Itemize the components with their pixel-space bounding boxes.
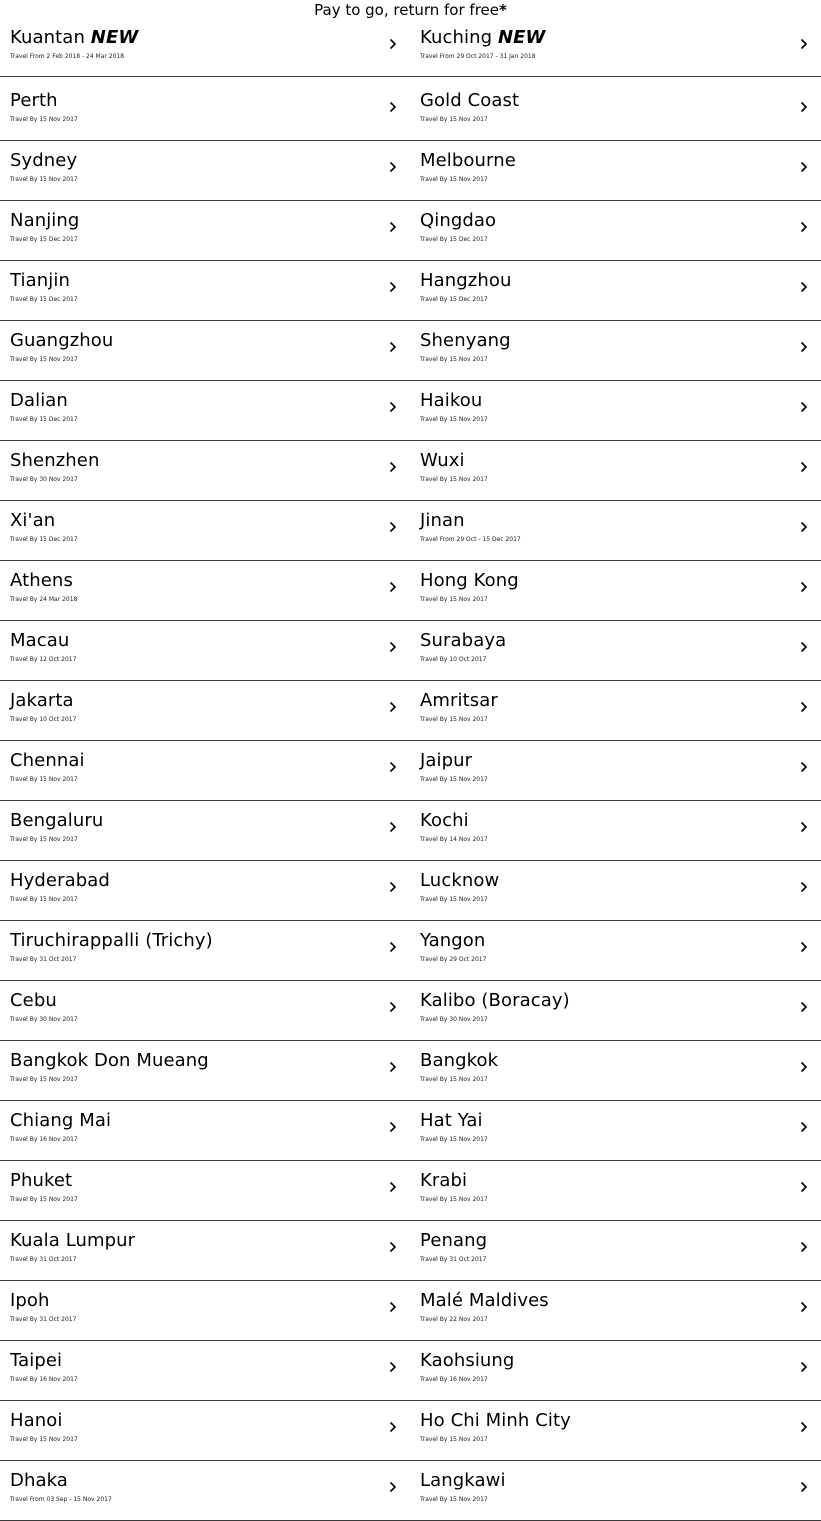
chevron-right-icon[interactable] (800, 461, 808, 473)
chevron-right-icon[interactable] (800, 1481, 808, 1493)
destination-item[interactable] (0, 741, 410, 801)
city-name: Hat Yai (420, 1110, 483, 1131)
destination-city (420, 450, 465, 472)
city-name: Dalian (10, 390, 68, 411)
promo-title: Pay to go, return for free (314, 1, 499, 19)
city-name: Macau (10, 630, 70, 651)
destination-item[interactable] (0, 201, 410, 261)
destination-item[interactable] (410, 201, 821, 261)
destination-item[interactable] (410, 561, 821, 621)
travel-period: Travel By 30 Nov 2017 (10, 476, 78, 483)
travel-period: Travel By 10 Oct 2017 (420, 656, 487, 663)
city-name: Jaipur (420, 750, 473, 771)
destination-city (420, 930, 485, 952)
travel-period: Travel By 15 Nov 2017 (420, 116, 488, 123)
destination-city (10, 810, 103, 832)
destination-city (420, 1110, 483, 1132)
city-name: Hanoi (10, 1410, 63, 1431)
chevron-right-icon[interactable] (800, 701, 808, 713)
city-name: Melbourne (420, 150, 516, 171)
promo-header (0, 0, 821, 21)
travel-period: Travel By 15 Nov 2017 (420, 776, 488, 783)
travel-period: Travel From 2 Feb 2018 - 24 Mar 2018 (10, 53, 125, 60)
destination-city (10, 1350, 62, 1372)
destination-city (10, 990, 57, 1012)
city-name: Surabaya (420, 630, 507, 651)
city-name: Hangzhou (420, 270, 512, 291)
chevron-right-icon[interactable] (389, 1001, 397, 1013)
destination-item[interactable] (410, 741, 821, 801)
travel-period: Travel By 30 Nov 2017 (420, 1016, 488, 1023)
destination-city (420, 90, 519, 112)
destination-city (10, 1170, 72, 1192)
destination-city (420, 390, 482, 412)
city-name: Taipei (10, 1350, 63, 1371)
city-name: Kaohsiung (420, 1350, 515, 1371)
new-badge: NEW (497, 27, 546, 48)
destination-item[interactable] (410, 261, 821, 321)
chevron-right-icon[interactable] (800, 38, 808, 50)
destination-item[interactable] (0, 501, 410, 561)
destination-city (420, 1470, 506, 1492)
destination-city (10, 270, 70, 292)
destination-item[interactable] (410, 321, 821, 381)
travel-period: Travel By 15 Nov 2017 (420, 1196, 488, 1203)
city-name: Bangkok Don Mueang (10, 1050, 209, 1071)
destination-city (10, 1410, 63, 1432)
chevron-right-icon[interactable] (389, 461, 397, 473)
destination-city (420, 1230, 487, 1252)
destination-item[interactable] (0, 921, 410, 981)
destination-city (10, 870, 110, 892)
chevron-right-icon[interactable] (389, 1301, 397, 1313)
destination-item[interactable] (0, 1461, 410, 1521)
chevron-right-icon[interactable] (800, 641, 808, 653)
travel-period: Travel By 24 Mar 2018 (10, 596, 78, 603)
chevron-right-icon[interactable] (800, 281, 808, 293)
chevron-right-icon[interactable] (389, 581, 397, 593)
chevron-right-icon[interactable] (389, 821, 397, 833)
city-name: Langkawi (420, 1470, 506, 1491)
destination-city (420, 810, 469, 832)
travel-period: Travel By 15 Nov 2017 (10, 1076, 78, 1083)
destination-city (420, 27, 546, 49)
travel-period: Travel By 15 Nov 2017 (420, 356, 488, 363)
chevron-right-icon[interactable] (800, 161, 808, 173)
destination-item[interactable] (410, 21, 821, 77)
travel-period: Travel By 15 Dec 2017 (10, 236, 78, 243)
city-name: Penang (420, 1230, 488, 1251)
travel-period: Travel By 15 Nov 2017 (420, 596, 488, 603)
city-name: Guangzhou (10, 330, 114, 351)
chevron-right-icon[interactable] (800, 821, 808, 833)
city-name: Bangkok (420, 1050, 499, 1071)
chevron-right-icon[interactable] (389, 1481, 397, 1493)
destination-item[interactable] (0, 861, 410, 921)
city-name: Sydney (10, 150, 78, 171)
destination-city (10, 450, 99, 472)
destination-item[interactable] (410, 981, 821, 1041)
travel-period: Travel By 16 Nov 2017 (10, 1376, 78, 1383)
chevron-right-icon[interactable] (800, 341, 808, 353)
city-name: Athens (10, 570, 73, 591)
travel-period: Travel By 15 Nov 2017 (420, 896, 488, 903)
city-name: Dhaka (10, 1470, 68, 1491)
chevron-right-icon[interactable] (800, 1001, 808, 1013)
city-name: Chennai (10, 750, 85, 771)
chevron-right-icon[interactable] (389, 1181, 397, 1193)
destination-item[interactable] (0, 621, 410, 681)
chevron-right-icon[interactable] (389, 1061, 397, 1073)
destination-item[interactable] (410, 141, 821, 201)
city-name: Krabi (420, 1170, 468, 1191)
city-name: Ipoh (10, 1290, 50, 1311)
city-name: Cebu (10, 990, 57, 1011)
destination-city (10, 1470, 68, 1492)
destination-city (420, 270, 511, 292)
city-name: Yangon (420, 930, 486, 951)
travel-period: Travel By 15 Nov 2017 (10, 896, 78, 903)
destination-city (420, 1170, 467, 1192)
travel-period: Travel By 15 Dec 2017 (420, 236, 488, 243)
travel-period: Travel By 30 Nov 2017 (10, 1016, 78, 1023)
chevron-right-icon[interactable] (389, 941, 397, 953)
destination-item[interactable] (0, 141, 410, 201)
city-name: Gold Coast (420, 90, 520, 111)
chevron-right-icon[interactable] (389, 341, 397, 353)
city-name: Malé Maldives (420, 1290, 549, 1311)
destination-item[interactable] (0, 561, 410, 621)
city-name: Tianjin (10, 270, 70, 291)
destination-item[interactable] (0, 1161, 410, 1221)
city-name: Shenzhen (10, 450, 100, 471)
destination-item[interactable] (0, 1041, 410, 1101)
travel-period: Travel From 03 Sep - 15 Nov 2017 (10, 1496, 112, 1503)
destination-item[interactable] (0, 1401, 410, 1461)
travel-period: Travel From 29 Oct - 15 Dec 2017 (420, 536, 521, 543)
city-name: Kuching (420, 27, 493, 48)
chevron-right-icon[interactable] (389, 101, 397, 113)
destination-item[interactable] (0, 801, 410, 861)
destination-city (420, 870, 499, 892)
travel-period: Travel By 15 Dec 2017 (10, 536, 78, 543)
destination-item[interactable] (0, 81, 410, 141)
city-name: Jakarta (10, 690, 74, 711)
destination-city (10, 1290, 50, 1312)
city-name: Hyderabad (10, 870, 110, 891)
travel-period: Travel By 15 Nov 2017 (10, 1436, 78, 1443)
destination-city (420, 1290, 549, 1312)
city-name: Nanjing (10, 210, 80, 231)
travel-period: Travel By 15 Nov 2017 (10, 836, 78, 843)
chevron-right-icon[interactable] (800, 581, 808, 593)
destination-city (10, 1230, 135, 1252)
travel-period: Travel By 15 Nov 2017 (420, 176, 488, 183)
destination-city (10, 27, 138, 49)
city-name: Amritsar (420, 690, 498, 711)
travel-period: Travel By 15 Nov 2017 (420, 1136, 488, 1143)
destination-city (420, 330, 511, 352)
destination-city (420, 630, 506, 652)
city-name: Kuantan (10, 27, 85, 48)
city-name: Shenyang (420, 330, 511, 351)
destination-item[interactable] (410, 1161, 821, 1221)
destination-item[interactable] (0, 381, 410, 441)
chevron-right-icon[interactable] (800, 881, 808, 893)
destination-city (10, 90, 58, 112)
destination-item[interactable] (410, 441, 821, 501)
travel-period: Travel By 31 Oct 2017 (420, 1256, 487, 1263)
city-name: Lucknow (420, 870, 500, 891)
destination-item[interactable] (0, 21, 410, 77)
city-name: Perth (10, 90, 58, 111)
travel-period: Travel By 31 Oct 2017 (10, 1256, 77, 1263)
city-name: Kuala Lumpur (10, 1230, 136, 1251)
destination-item[interactable] (410, 501, 821, 561)
chevron-right-icon[interactable] (389, 701, 397, 713)
destination-city (10, 930, 213, 952)
destination-item[interactable] (0, 441, 410, 501)
destination-city (10, 690, 74, 712)
destination-city (420, 510, 465, 532)
destination-item[interactable] (410, 1341, 821, 1401)
destination-city (420, 990, 570, 1012)
destination-item[interactable] (410, 801, 821, 861)
travel-period: Travel By 15 Dec 2017 (420, 296, 488, 303)
destination-item[interactable] (0, 1281, 410, 1341)
travel-period: Travel By 14 Nov 2017 (420, 836, 488, 843)
chevron-right-icon[interactable] (389, 38, 397, 50)
travel-period: Travel By 15 Dec 2017 (10, 296, 78, 303)
destination-city (10, 750, 85, 772)
city-name: Bengaluru (10, 810, 104, 831)
promo-footnote-marker: * (499, 1, 507, 19)
chevron-right-icon[interactable] (389, 281, 397, 293)
chevron-right-icon[interactable] (800, 761, 808, 773)
new-badge: NEW (90, 27, 139, 48)
city-name: Ho Chi Minh City (420, 1410, 571, 1431)
destination-item[interactable] (410, 681, 821, 741)
travel-period: Travel By 16 Nov 2017 (10, 1136, 78, 1143)
travel-period: Travel By 12 Oct 2017 (10, 656, 77, 663)
travel-period: Travel By 10 Oct 2017 (10, 716, 77, 723)
chevron-right-icon[interactable] (800, 1181, 808, 1193)
travel-period: Travel By 15 Nov 2017 (420, 476, 488, 483)
destination-item[interactable] (410, 921, 821, 981)
city-name: Phuket (10, 1170, 73, 1191)
destination-item[interactable] (0, 681, 410, 741)
chevron-right-icon[interactable] (389, 1241, 397, 1253)
destination-city (420, 210, 496, 232)
destination-item[interactable] (410, 861, 821, 921)
chevron-right-icon[interactable] (800, 401, 808, 413)
destination-item[interactable] (0, 321, 410, 381)
chevron-right-icon[interactable] (389, 521, 397, 533)
travel-period: Travel By 22 Nov 2017 (420, 1316, 488, 1323)
destination-city (10, 510, 55, 532)
destination-city (420, 1350, 514, 1372)
city-name: Chiang Mai (10, 1110, 112, 1131)
destination-item[interactable] (410, 1461, 821, 1521)
travel-period: Travel By 15 Nov 2017 (420, 416, 488, 423)
travel-period: Travel By 15 Nov 2017 (10, 176, 78, 183)
destination-city (10, 210, 79, 232)
destination-item[interactable] (0, 981, 410, 1041)
destination-item[interactable] (410, 1401, 821, 1461)
chevron-right-icon[interactable] (389, 881, 397, 893)
chevron-right-icon[interactable] (800, 1421, 808, 1433)
destination-city (420, 690, 498, 712)
travel-period: Travel By 15 Nov 2017 (420, 716, 488, 723)
destination-item[interactable] (0, 1221, 410, 1281)
city-name: Jinan (420, 510, 465, 531)
travel-period: Travel By 15 Nov 2017 (10, 116, 78, 123)
city-name: Wuxi (420, 450, 465, 471)
destination-city (420, 750, 472, 772)
city-name: Haikou (420, 390, 483, 411)
destination-city (10, 1110, 111, 1132)
destination-item[interactable] (0, 1101, 410, 1161)
city-name: Xi'an (10, 510, 56, 531)
travel-period: Travel By 15 Nov 2017 (10, 356, 78, 363)
destination-city (10, 1050, 209, 1072)
destination-item[interactable] (410, 381, 821, 441)
chevron-right-icon[interactable] (800, 101, 808, 113)
chevron-right-icon[interactable] (800, 521, 808, 533)
chevron-right-icon[interactable] (800, 1361, 808, 1373)
chevron-right-icon[interactable] (800, 1241, 808, 1253)
city-name: Qingdao (420, 210, 497, 231)
chevron-right-icon[interactable] (800, 1121, 808, 1133)
destination-city (420, 570, 519, 592)
destination-item[interactable] (410, 81, 821, 141)
travel-period: Travel By 31 Oct 2017 (10, 956, 77, 963)
travel-period: Travel By 31 Oct 2017 (10, 1316, 77, 1323)
destination-city (10, 570, 73, 592)
chevron-right-icon[interactable] (389, 641, 397, 653)
destination-item[interactable] (410, 621, 821, 681)
destination-item[interactable] (410, 1221, 821, 1281)
chevron-right-icon[interactable] (389, 221, 397, 233)
travel-period: Travel By 15 Nov 2017 (420, 1496, 488, 1503)
destination-grid (0, 21, 821, 1521)
chevron-right-icon[interactable] (389, 1421, 397, 1433)
destination-item[interactable] (410, 1041, 821, 1101)
destination-city (10, 630, 69, 652)
destination-city (420, 1410, 571, 1432)
destination-item[interactable] (0, 1341, 410, 1401)
destination-city (420, 1050, 498, 1072)
city-name: Tiruchirappalli (Trichy) (10, 930, 213, 951)
city-name: Kochi (420, 810, 469, 831)
destination-city (10, 390, 68, 412)
destination-item[interactable] (0, 261, 410, 321)
travel-period: Travel By 15 Dec 2017 (10, 416, 78, 423)
chevron-right-icon[interactable] (800, 1061, 808, 1073)
travel-period: Travel By 15 Nov 2017 (420, 1076, 488, 1083)
chevron-right-icon[interactable] (800, 221, 808, 233)
chevron-right-icon[interactable] (800, 1301, 808, 1313)
chevron-right-icon[interactable] (389, 161, 397, 173)
travel-period: Travel From 29 Oct 2017 - 31 Jan 2018 (420, 53, 536, 60)
chevron-right-icon[interactable] (389, 1361, 397, 1373)
city-name: Hong Kong (420, 570, 519, 591)
city-name: Kalibo (Boracay) (420, 990, 570, 1011)
destination-city (10, 330, 113, 352)
chevron-right-icon[interactable] (800, 941, 808, 953)
chevron-right-icon[interactable] (389, 1121, 397, 1133)
destination-item[interactable] (410, 1101, 821, 1161)
chevron-right-icon[interactable] (389, 761, 397, 773)
travel-period: Travel By 15 Nov 2017 (420, 1436, 488, 1443)
destination-city (420, 150, 516, 172)
destination-city (10, 150, 77, 172)
destination-item[interactable] (410, 1281, 821, 1341)
travel-period: Travel By 16 Nov 2017 (420, 1376, 488, 1383)
chevron-right-icon[interactable] (389, 401, 397, 413)
travel-period: Travel By 15 Nov 2017 (10, 1196, 78, 1203)
travel-period: Travel By 15 Nov 2017 (10, 776, 78, 783)
travel-period: Travel By 29 Oct 2017 (420, 956, 487, 963)
